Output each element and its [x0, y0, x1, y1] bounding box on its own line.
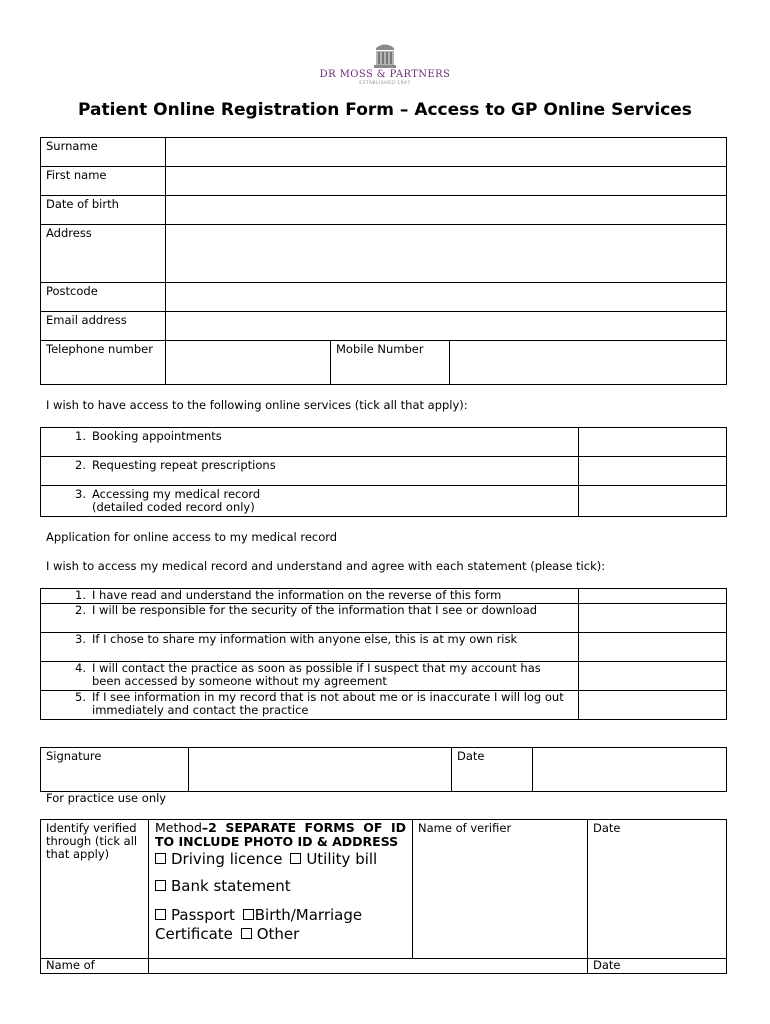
service-item: 2. Requesting repeat prescriptions — [41, 457, 579, 486]
signature-table — [40, 747, 727, 792]
first-name-label: First name — [41, 167, 166, 196]
service-tick-box[interactable] — [579, 428, 727, 457]
service-tick-box[interactable] — [579, 457, 727, 486]
established-text: ESTABLISHED 1947 — [359, 81, 411, 86]
services-intro: I wish to have access to the following online services (tick all that apply): — [46, 398, 468, 412]
method-cell: Method–2 SEPARATE FORMS OF ID TO INCLUDE PHOTO ID & ADDRESS Driving licence Utility bill Bank statement Passport Birth/Marriage Certificate Other — [149, 820, 413, 959]
birth-marriage-checkbox[interactable] — [243, 909, 254, 920]
name-of-label: Name of — [41, 959, 149, 974]
verification-table — [40, 819, 727, 974]
other-checkbox[interactable] — [241, 928, 252, 939]
surname-label: Surname — [41, 138, 166, 167]
dob-label: Date of birth — [41, 196, 166, 225]
first-name-field[interactable] — [166, 167, 727, 196]
practice-use-label: For practice use only — [46, 791, 167, 805]
building-icon — [374, 42, 396, 68]
page-title: Patient Online Registration Form – Access to GP Online Services — [78, 100, 692, 120]
practice-name: DR MOSS & PARTNERS — [319, 69, 451, 80]
bank-statement-checkbox[interactable] — [155, 880, 166, 891]
date-label: Date — [588, 959, 727, 974]
postcode-field[interactable] — [166, 283, 727, 312]
signature-field[interactable] — [189, 748, 452, 792]
email-field[interactable] — [166, 312, 727, 341]
record-intro: I wish to access my medical record and understand and agree with each statement (please tick): — [46, 559, 606, 573]
practice-logo — [300, 40, 470, 90]
statement-tick-box[interactable] — [579, 604, 727, 633]
telephone-field[interactable] — [166, 341, 331, 385]
utility-bill-checkbox[interactable] — [290, 853, 301, 864]
service-item: 3. Accessing my medical record (detailed coded record only) — [41, 486, 579, 517]
signature-date-label: Date — [452, 748, 533, 792]
name-of-field[interactable] — [149, 959, 588, 974]
statement-item: 1. I have read and understand the information on the reverse of this form — [41, 589, 579, 604]
service-tick-box[interactable] — [579, 486, 727, 517]
address-label: Address — [41, 225, 166, 283]
record-heading: Application for online access to my medical record — [46, 530, 338, 544]
dob-field[interactable] — [166, 196, 727, 225]
mobile-label: Mobile Number — [331, 341, 450, 385]
statement-item: 5. If I see information in my record that is not about me or is inaccurate I will log out immediately and contact the practice — [41, 691, 579, 720]
statement-item: 3. If I chose to share my information with anyone else, this is at my own risk — [41, 633, 579, 662]
service-item: 1. Booking appointments — [41, 428, 579, 457]
email-label: Email address — [41, 312, 166, 341]
signature-label: Signature — [41, 748, 189, 792]
statement-tick-box[interactable] — [579, 633, 727, 662]
statements-table — [40, 588, 727, 720]
personal-details-table — [40, 137, 727, 385]
telephone-label: Telephone number — [41, 341, 166, 385]
passport-checkbox[interactable] — [155, 909, 166, 920]
postcode-label: Postcode — [41, 283, 166, 312]
statement-tick-box[interactable] — [579, 589, 727, 604]
verify-date-label: Date — [588, 820, 727, 959]
statement-item: 2. I will be responsible for the security of the information that I see or download — [41, 604, 579, 633]
address-field[interactable] — [166, 225, 727, 283]
identify-label: Identify verified through (tick all that apply) — [41, 820, 149, 959]
verifier-label: Name of verifier — [413, 820, 588, 959]
surname-field[interactable] — [166, 138, 727, 167]
statement-tick-box[interactable] — [579, 662, 727, 691]
statement-tick-box[interactable] — [579, 691, 727, 720]
mobile-field[interactable] — [450, 341, 727, 385]
driving-licence-checkbox[interactable] — [155, 853, 166, 864]
statement-item: 4. I will contact the practice as soon as possible if I suspect that my account has been accessed by someone without my agreement — [41, 662, 579, 691]
method-heading: Method–2 SEPARATE FORMS OF ID TO INCLUDE PHOTO ID & ADDRESS — [155, 820, 406, 849]
services-table — [40, 427, 727, 517]
signature-date-field[interactable] — [533, 748, 727, 792]
